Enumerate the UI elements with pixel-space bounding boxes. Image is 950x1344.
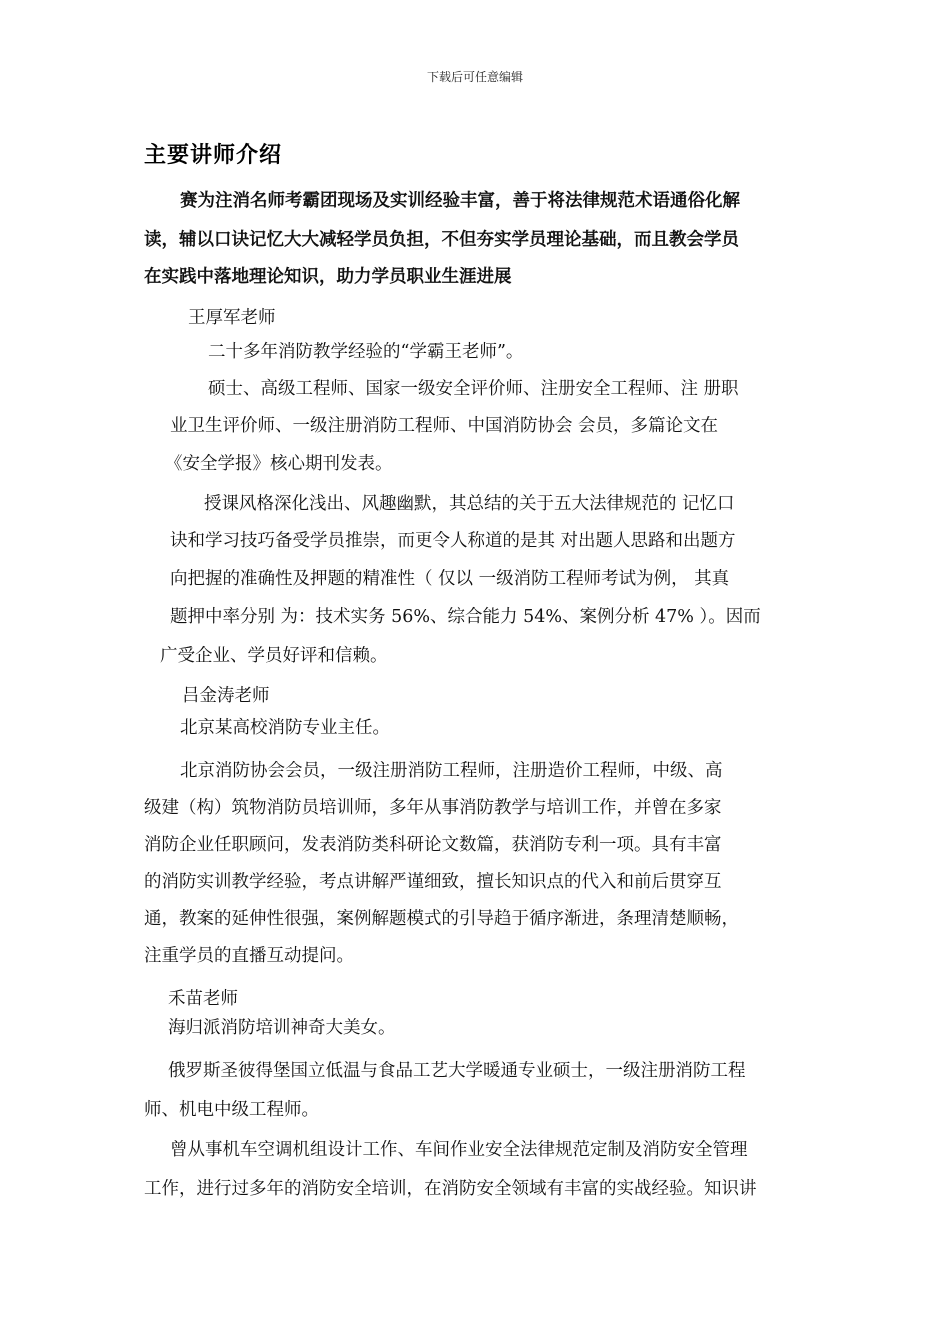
teacher-tagline: 海归派消防培训神奇大美女。 (168, 1018, 396, 1038)
page-title: 主要讲师介绍 (144, 142, 283, 168)
teacher-name: 王厚军老师 (188, 308, 276, 328)
teacher-style-line: 广受企业、学员好评和信赖。 (160, 646, 388, 666)
teacher-tagline: 北京某高校消防专业主任。 (180, 718, 390, 738)
intro-line: 在实践中落地理论知识，助力学员职业生涯进展 (144, 267, 512, 287)
teacher-bio-line: 的消防实训教学经验，考点讲解严谨细致，擅长知识点的代入和前后贯穿互 (144, 872, 722, 892)
teacher-name: 禾苗老师 (168, 989, 238, 1009)
header-note: 下载后可任意编辑 (426, 70, 523, 84)
intro-line: 读，辅以口诀记忆大大减轻学员负担，不但夯实学员理论基础，而且教会学员 (144, 230, 739, 250)
teacher-style-line: 向把握的准确性及押题的精准性（ 仅以 一级消防工程师考试为例， 其真 (170, 569, 730, 589)
teacher-bio-line: 硕士、高级工程师、国家一级安全评价师、注册安全工程师、注 册职 (208, 379, 739, 399)
teacher-bio-line: 北京消防协会会员，一级注册消防工程师，注册造价工程师，中级、高 (180, 761, 723, 781)
teacher-edu-line: 俄罗斯圣彼得堡国立低温与食品工艺大学暖通专业硕士，一级注册消防工程 (168, 1061, 746, 1081)
teacher-exp-line: 工作，进行过多年的消防安全培训，在消防安全领域有丰富的实战经验。知识讲 (144, 1179, 757, 1199)
teacher-bio-line: 《安全学报》核心期刊发表。 (165, 454, 393, 474)
teacher-tagline: 二十多年消防教学经验的“学霸王老师”。 (208, 342, 524, 362)
teacher-style-line: 授课风格深化浅出、风趣幽默，其总结的关于五大法律规范的 记忆口 (204, 494, 735, 514)
teacher-style-line: 诀和学习技巧备受学员推崇，而更令人称道的是其 对出题人思路和出题方 (170, 531, 736, 551)
teacher-exp-line: 曾从事机车空调机组设计工作、车间作业安全法律规范定制及消防安全管理 (170, 1140, 748, 1160)
teacher-edu-line: 师、机电中级工程师。 (144, 1100, 319, 1120)
teacher-bio-line: 业卫生评价师、一级注册消防工程师、中国消防协会 会员，多篇论文在 (170, 416, 719, 436)
teacher-bio-line: 级建（构）筑物消防员培训师，多年从事消防教学与培训工作，并曾在多家 (144, 798, 722, 818)
intro-line: 赛为注消名师考霸团现场及实训经验丰富，善于将法律规范术语通俗化解 (180, 191, 740, 211)
teacher-name: 吕金涛老师 (182, 686, 270, 706)
teacher-style-line: 题押中率分别 为：技术实务 56%、综合能力 54%、案例分析 47% ）。因而 (170, 607, 761, 627)
teacher-bio-line: 消防企业任职顾问，发表消防类科研论文数篇，获消防专利一项。具有丰富 (144, 835, 722, 855)
teacher-bio-line: 注重学员的直播互动提问。 (144, 946, 354, 966)
teacher-bio-line: 通，教案的延伸性很强，案例解题模式的引导趋于循序渐进，条理清楚顺畅， (144, 909, 739, 929)
